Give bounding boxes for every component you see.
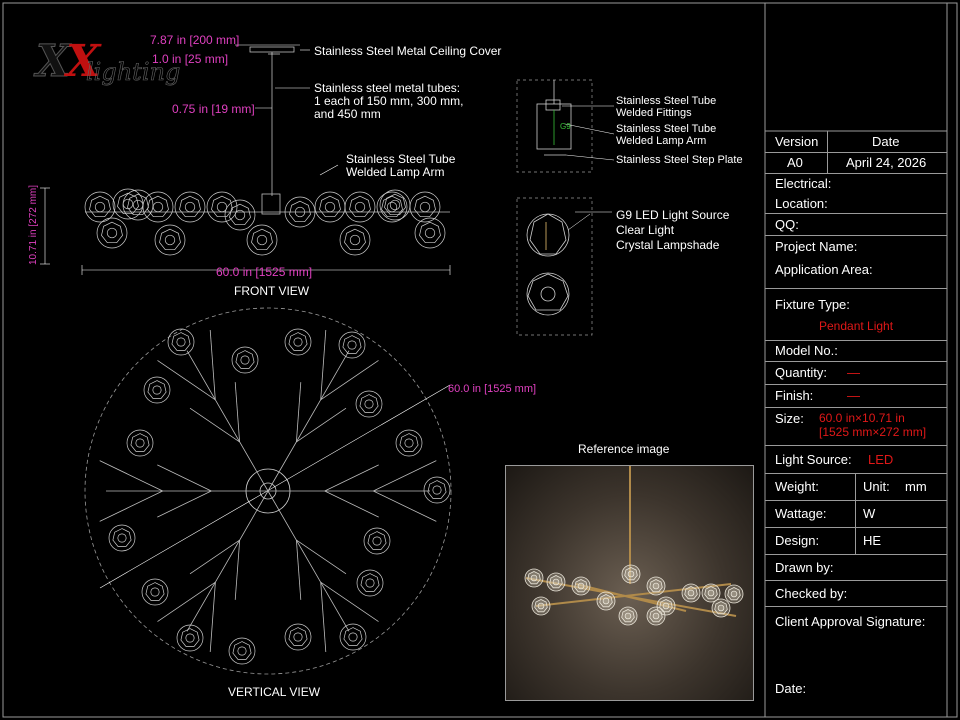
branch-arm	[296, 540, 346, 574]
crystal-globe	[85, 192, 115, 222]
branch-arm	[373, 461, 436, 491]
label-metal-tubes: Stainless steel metal tubes: 1 each of 150 mm, 300 mm, and 450 mm	[314, 81, 464, 121]
wattage-value: W	[863, 506, 876, 521]
branch-arm	[321, 582, 379, 621]
title-block	[765, 131, 947, 716]
design-value: HE	[863, 533, 882, 548]
branch-arm	[321, 360, 379, 399]
branch-arm	[190, 408, 240, 442]
crystal-globe	[377, 192, 407, 222]
label-light-source: G9 LED Light Source Clear Light Crystal Lampshade	[616, 208, 730, 252]
crystal-globe	[547, 573, 565, 591]
crystal-globe	[396, 430, 422, 456]
dim-diameter: 60.0 in [1525 mm]	[448, 383, 537, 395]
brand-logo-subtitle: lighting	[86, 58, 181, 86]
detail-globe-top	[527, 273, 569, 315]
branch-arm	[158, 582, 216, 621]
detail-globe-side	[527, 214, 569, 256]
label-ceiling-cover: Stainless Steel Metal Ceiling Cover	[314, 44, 502, 58]
crystal-globe	[619, 607, 637, 625]
crystal-globe	[410, 192, 440, 222]
branch-arm	[325, 491, 379, 517]
crystal-globe	[97, 218, 127, 248]
crystal-globe	[622, 565, 640, 583]
crystal-globe	[340, 225, 370, 255]
date-value: April 24, 2026	[846, 155, 927, 170]
crystal-globe	[597, 592, 615, 610]
branch-arm	[100, 491, 163, 521]
crystal-globe	[142, 579, 168, 605]
radial-arm	[187, 491, 268, 631]
branch-arm	[296, 540, 300, 600]
unit-value: mm	[905, 479, 927, 494]
dim-tube-diameter: 0.75 in [19 mm]	[172, 102, 255, 116]
project-name-field: Project Name:	[775, 239, 858, 254]
crystal-globe	[356, 391, 382, 417]
radial-arm	[187, 351, 268, 491]
crystal-globe	[532, 597, 550, 615]
size-value: 60.0 in×10.71 in [1525 mm×272 mm]	[819, 411, 927, 439]
front-globes	[85, 189, 445, 255]
crystal-globe	[315, 192, 345, 222]
qq-field: QQ:	[775, 216, 799, 232]
crystal-globe	[155, 225, 185, 255]
branch-arm	[157, 491, 211, 517]
crystal-globe	[247, 225, 277, 255]
label-detail-lamp-arm: Stainless Steel Tube Welded Lamp Arm	[616, 123, 717, 147]
crystal-globe	[144, 377, 170, 403]
crystal-globe	[725, 585, 743, 603]
branch-arm	[190, 540, 240, 574]
crystal-globe	[380, 190, 410, 220]
date-header: Date	[872, 134, 900, 149]
branch-arm	[325, 465, 379, 491]
crystal-globe	[285, 624, 311, 650]
signature-date-field: Date:	[775, 680, 807, 696]
label-welded-fittings: Stainless Steel Tube Welded Fittings	[616, 95, 717, 119]
crystal-globe	[339, 332, 365, 358]
crystal-globe	[207, 192, 237, 222]
version-value: A0	[787, 155, 803, 170]
label-step-plate: Stainless Steel Step Plate	[616, 154, 743, 166]
finish-value: —	[847, 388, 860, 403]
branch-arm	[321, 582, 326, 652]
front-view-title: FRONT VIEW	[234, 284, 310, 298]
size-label: Size:	[775, 410, 804, 426]
crystal-globe	[572, 577, 590, 595]
crystal-globe	[177, 625, 203, 651]
reference-chandelier	[506, 466, 753, 700]
drawn-by-field: Drawn by:	[775, 559, 834, 575]
crystal-globe	[647, 607, 665, 625]
branch-arm	[210, 330, 215, 400]
branch-arm	[296, 382, 300, 442]
brand-logo: XX	[36, 36, 97, 87]
finish-label: Finish:	[775, 388, 814, 403]
crystal-globe	[285, 329, 311, 355]
vertical-globes	[109, 329, 450, 664]
detail-fitting-drawing	[537, 80, 614, 230]
branch-arm	[235, 382, 239, 442]
reference-photo	[505, 465, 754, 701]
design-label: Design:	[775, 533, 820, 548]
crystal-globe	[232, 347, 258, 373]
branch-arm	[210, 582, 215, 652]
crystal-globe	[364, 528, 390, 554]
crystal-globe	[340, 624, 366, 650]
location-field: Location:	[775, 195, 828, 211]
quantity-value: —	[847, 365, 860, 380]
crystal-globe	[175, 192, 205, 222]
branch-arm	[100, 461, 163, 491]
crystal-globe	[109, 525, 135, 551]
branch-arm	[321, 330, 326, 400]
crystal-globe	[682, 584, 700, 602]
branch-arm	[296, 408, 346, 442]
light-source-value: LED	[868, 451, 894, 467]
dim-ceiling-cover-width: 7.87 in [200 mm]	[150, 33, 240, 47]
crystal-globe	[168, 329, 194, 355]
application-area-field: Application Area:	[775, 261, 873, 277]
weight-label: Weight:	[775, 479, 819, 494]
client-approval-field: Client Approval Signature:	[775, 613, 926, 629]
branch-arm	[235, 540, 240, 600]
crystal-globe	[143, 192, 173, 222]
label-lamp-arm: Stainless Steel Tube Welded Lamp Arm	[346, 152, 456, 179]
label-g9-tag: G9	[560, 122, 571, 131]
vertical-view-title: VERTICAL VIEW	[228, 685, 321, 699]
crystal-globe	[424, 477, 450, 503]
crystal-globe	[357, 570, 383, 596]
dim-width: 60.0 in [1525 mm]	[216, 265, 313, 279]
crystal-globe	[345, 192, 375, 222]
branch-arm	[373, 491, 436, 521]
crystal-globe	[415, 218, 445, 248]
dim-height: 10.71 in [272 mm]	[28, 184, 39, 265]
radial-arm	[268, 491, 349, 631]
version-header: Version	[775, 134, 819, 149]
unit-label: Unit:	[863, 479, 890, 494]
crystal-globe	[712, 599, 730, 617]
branch-arm	[157, 465, 211, 491]
light-source-label: Light Source:	[775, 451, 852, 467]
crystal-globe	[127, 430, 153, 456]
reference-title: Reference image	[578, 442, 670, 456]
checked-by-field: Checked by:	[775, 585, 848, 601]
wattage-label: Wattage:	[775, 506, 827, 521]
branch-arm	[158, 360, 216, 399]
crystal-globe	[647, 577, 665, 595]
fixture-type-label: Fixture Type:	[775, 296, 850, 312]
model-number-field: Model No.:	[775, 343, 838, 358]
ceiling-cover	[250, 47, 294, 52]
crystal-globe	[229, 638, 255, 664]
crystal-globe	[225, 200, 255, 230]
fixture-type-value: Pendant Light	[819, 319, 894, 333]
crystal-globe	[702, 584, 720, 602]
electrical-field: Electrical:	[775, 175, 832, 191]
radial-arm	[268, 351, 349, 491]
quantity-label: Quantity:	[775, 365, 828, 380]
dim-ceiling-cover-height: 1.0 in [25 mm]	[152, 52, 229, 66]
crystal-globe	[525, 569, 543, 587]
